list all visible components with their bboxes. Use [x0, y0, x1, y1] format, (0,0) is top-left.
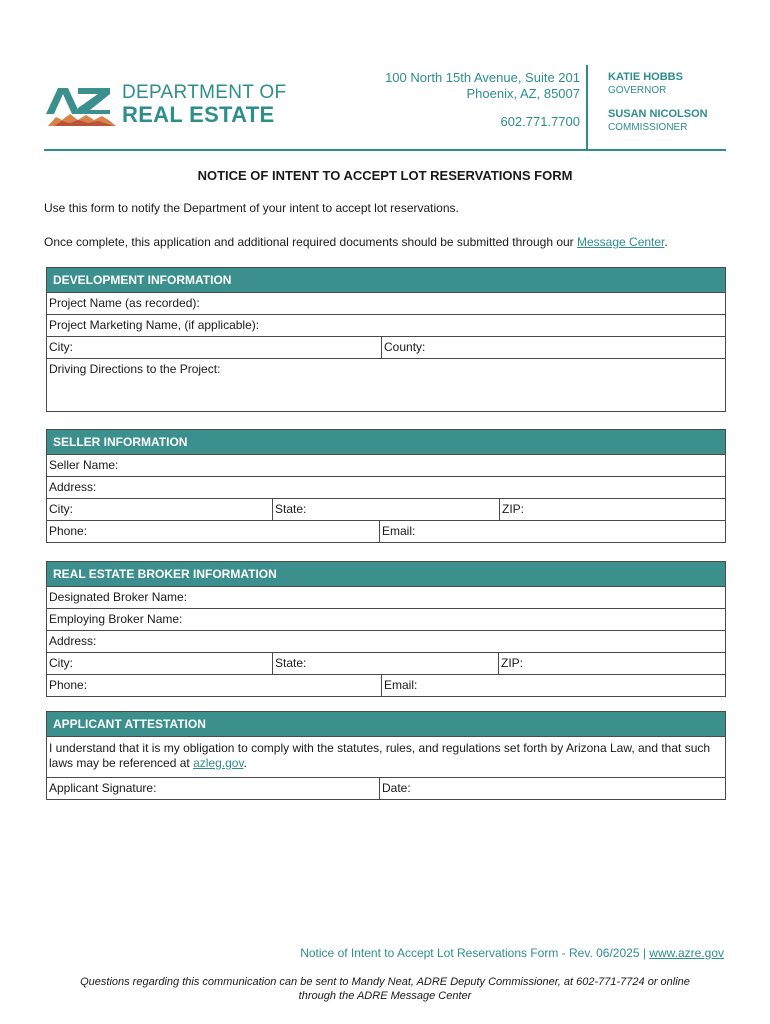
broker-address-row [47, 631, 725, 653]
seller-address-row [47, 477, 725, 499]
adre-logo [44, 80, 324, 130]
project-name-row [47, 293, 725, 315]
employing-broker-field[interactable]: Employing Broker Name: [49, 612, 183, 626]
submission-instructions: Once complete, this application and additional required documents should be submitted through our Message Center. [44, 235, 668, 249]
attestation-section [46, 711, 726, 800]
broker-email-field[interactable]: Email: [381, 675, 725, 696]
broker-phone-field[interactable]: Phone: [49, 678, 88, 692]
directions-row [47, 359, 725, 411]
seller-state-field[interactable]: State: [272, 499, 499, 520]
broker-phone-email-row [47, 675, 725, 696]
questions-note: Questions regarding this communication can be sent to Mandy Neat, ADRE Deputy Commissioner, at 602-771-7724 or online through the ADRE Message Center [80, 976, 690, 1002]
broker-city-state-zip-row [47, 653, 725, 675]
department-address [385, 70, 580, 130]
form-revision-footer: Notice of Intent to Accept Lot Reservations Form - Rev. 06/2025 | www.azre.gov [300, 946, 724, 960]
applicant-signature-field[interactable]: Applicant Signature: [49, 781, 157, 795]
broker-address-field[interactable]: Address: [49, 634, 97, 648]
marketing-name-field[interactable]: Project Marketing Name, (if applicable): [49, 318, 260, 332]
seller-section [46, 429, 726, 543]
seller-name-field[interactable]: Seller Name: [49, 458, 119, 472]
employing-broker-row [47, 609, 725, 631]
date-field[interactable]: Date: [379, 778, 725, 799]
officials [608, 70, 708, 144]
designated-broker-row [47, 587, 725, 609]
governor-name: KATIE HOBBS [608, 71, 683, 83]
header-divider [586, 65, 588, 151]
project-name-field[interactable]: Project Name (as recorded): [49, 296, 200, 310]
seller-email-field[interactable]: Email: [379, 521, 725, 542]
broker-heading: REAL ESTATE BROKER INFORMATION [47, 562, 725, 587]
development-section [46, 267, 726, 412]
address-line-1: 100 North 15th Avenue, Suite 201 [385, 70, 580, 85]
development-heading: DEVELOPMENT INFORMATION [47, 268, 725, 293]
development-city-field[interactable]: City: [49, 340, 73, 354]
seller-address-field[interactable]: Address: [49, 480, 97, 494]
azleg-link[interactable]: azleg.gov [193, 756, 244, 770]
seller-heading: SELLER INFORMATION [47, 430, 725, 455]
seller-name-row [47, 455, 725, 477]
development-county-field[interactable]: County: [381, 337, 725, 358]
driving-directions-field[interactable]: Driving Directions to the Project: [49, 362, 221, 376]
broker-zip-field[interactable]: ZIP: [498, 653, 725, 674]
marketing-name-row [47, 315, 725, 337]
intro-text: Use this form to notify the Department of your intent to accept lot reservations. [44, 201, 459, 215]
broker-city-field[interactable]: City: [49, 656, 73, 670]
commissioner-title: COMMISSIONER [608, 122, 688, 133]
attestation-statement: I understand that it is my obligation to comply with the statutes, rules, and regulations set forth by Arizona Law, and that such laws may be referenced at azleg.gov. [49, 741, 711, 770]
broker-state-field[interactable]: State: [272, 653, 498, 674]
seller-phone-field[interactable]: Phone: [49, 524, 88, 538]
az-logo-mark-icon [44, 84, 118, 126]
governor-title: GOVERNOR [608, 85, 667, 96]
logo-line-department: DEPARTMENT OF [122, 82, 287, 103]
header-rule [44, 149, 726, 151]
commissioner-name: SUSAN NICOLSON [608, 108, 708, 120]
department-phone: 602.771.7700 [500, 114, 580, 129]
azre-website-link[interactable]: www.azre.gov [649, 946, 724, 960]
attestation-heading: APPLICANT ATTESTATION [47, 712, 725, 737]
address-line-2: Phoenix, AZ, 85007 [466, 86, 580, 101]
attestation-statement-row [47, 737, 725, 778]
city-county-row [47, 337, 725, 359]
logo-line-real-estate: REAL ESTATE [122, 102, 275, 127]
form-title: NOTICE OF INTENT TO ACCEPT LOT RESERVATIONS FORM [197, 168, 573, 183]
signature-date-row [47, 778, 725, 799]
designated-broker-field[interactable]: Designated Broker Name: [49, 590, 188, 604]
seller-phone-email-row [47, 521, 725, 542]
broker-section [46, 561, 726, 697]
seller-city-state-zip-row [47, 499, 725, 521]
seller-city-field[interactable]: City: [49, 502, 73, 516]
seller-zip-field[interactable]: ZIP: [499, 499, 725, 520]
message-center-link[interactable]: Message Center [577, 235, 665, 249]
